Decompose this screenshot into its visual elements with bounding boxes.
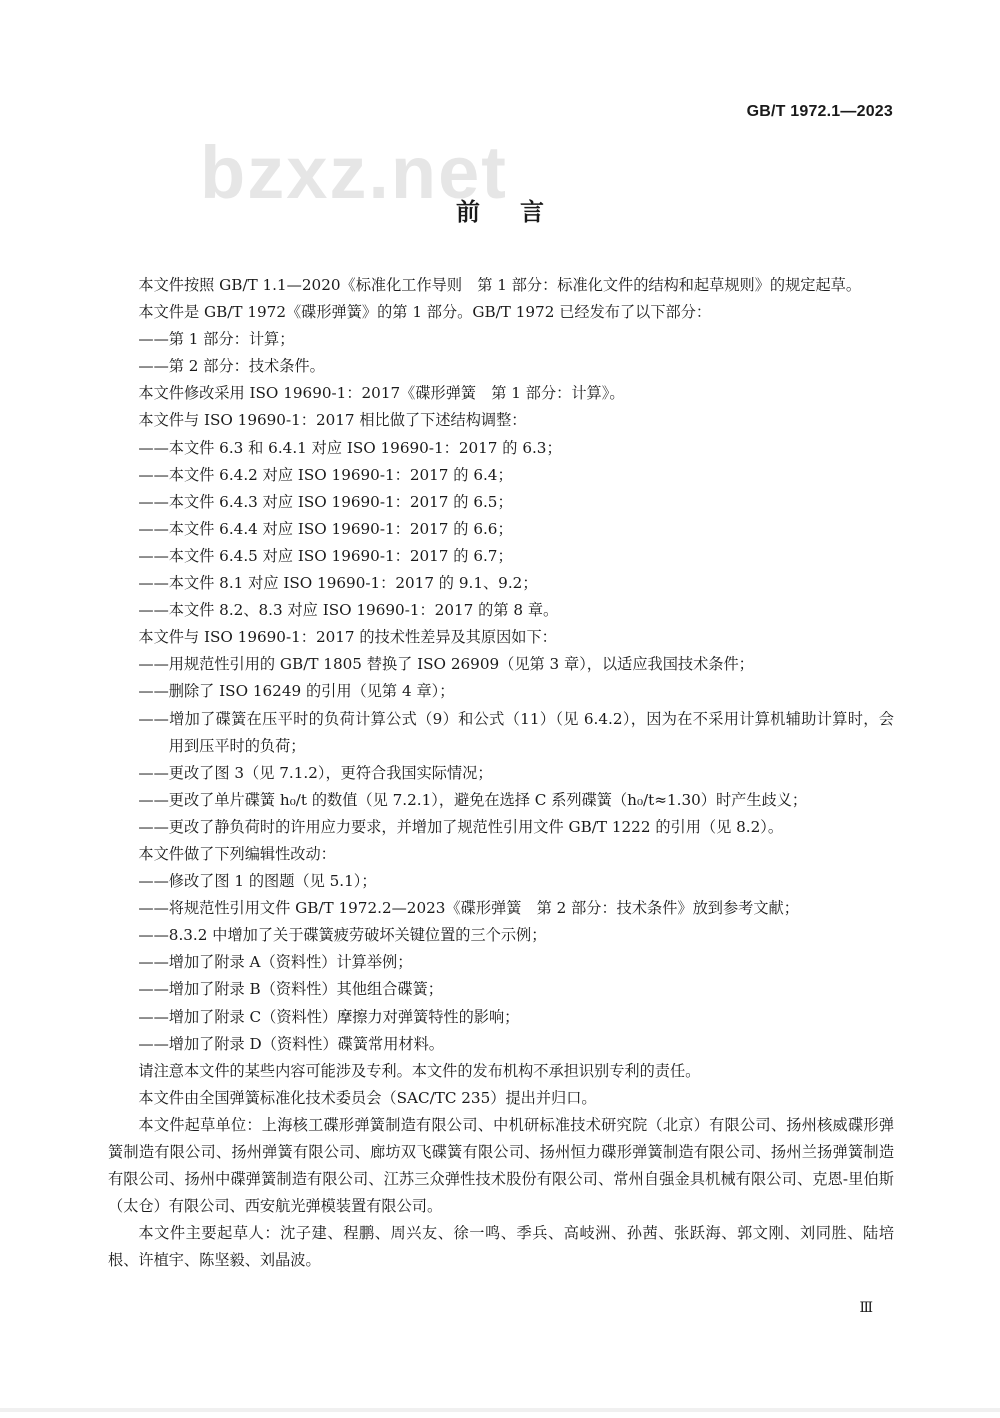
page-number: Ⅲ <box>859 1300 873 1316</box>
list-item: ——将规范性引用文件 GB/T 1972.2—2023《碟形弹簧 第 2 部分：技术条件》放到参考文献； <box>138 899 799 918</box>
watermark: bzxz.net <box>200 131 508 214</box>
paragraph: 本文件由全国弹簧标准化技术委员会（SAC/TC 235）提出并归口。 <box>138 1088 597 1107</box>
list-item: ——增加了附录 A（资料性）计算举例； <box>138 953 413 972</box>
paragraph: 本文件主要起草人：沈子建、程鹏、周兴友、徐一鸣、季兵、高岐洲、孙茜、张跃海、郭文刚、刘同胜、陆培根、许植宇、陈坚毅、刘晶波。 <box>108 1224 894 1270</box>
list-item: ——本文件 6.3 和 6.4.1 对应 ISO 19690-1：2017 的 6.3； <box>138 438 562 457</box>
list-item: ——更改了单片碟簧 h₀/t 的数值（见 7.2.1），避免在选择 C 系列碟簧（h₀/t≈1.30）时产生歧义； <box>138 790 808 809</box>
list-item: ——增加了附录 D（资料性）碟簧常用材料。 <box>138 1034 444 1053</box>
paragraph: 本文件做了下列编辑性改动： <box>138 844 336 863</box>
list-item: ——本文件 6.4.3 对应 ISO 19690-1：2017 的 6.5； <box>138 492 513 511</box>
list-item: ——用规范性引用的 GB/T 1805 替换了 ISO 26909（见第 3 章），以适应我国技术条件； <box>138 655 754 674</box>
list-item: ——增加了附录 B（资料性）其他组合碟簧； <box>138 980 443 999</box>
paragraph: 本文件是 GB/T 1972《碟形弹簧》的第 1 部分。GB/T 1972 已经发布了以下部分： <box>138 303 712 322</box>
list-item: ——修改了图 1 的图题（见 5.1）； <box>138 872 377 891</box>
list-item: ——更改了静负荷时的许用应力要求，并增加了规范性引用文件 GB/T 1222 的引用（见 8.2）。 <box>138 817 784 836</box>
list-item: ——第 1 部分：计算； <box>138 330 295 349</box>
list-item: ——本文件 6.4.4 对应 ISO 19690-1：2017 的 6.6； <box>138 519 513 538</box>
paragraph: 本文件起草单位：上海核工碟形弹簧制造有限公司、中机研标准技术研究院（北京）有限公司、扬州核威碟形弹簧制造有限公司、扬州弹簧有限公司、廊坊双飞碟簧有限公司、扬州恒力碟形弹簧制造有限公司、扬州兰扬弹簧制造有限公司、扬州中碟弹簧制造有限公司、江苏三众弹性技术股份有限公司、常州自强金具机械有限公司、克恩-里伯斯（太仓）有限公司、西安航光弹模装置有限公司。 <box>108 1115 894 1216</box>
list-item: ——本文件 6.4.2 对应 ISO 19690-1：2017 的 6.4； <box>138 465 513 484</box>
list-item: ——删除了 ISO 16249 的引用（见第 4 章）； <box>138 682 455 701</box>
list-item: ——本文件 8.1 对应 ISO 19690-1：2017 的 9.1、9.2； <box>138 574 538 593</box>
list-item: ——8.3.2 中增加了关于碟簧疲劳破坏关键位置的三个示例； <box>138 926 547 945</box>
page-title: 前言 <box>456 197 584 226</box>
paragraph: 本文件与 ISO 19690-1：2017 的技术性差异及其原因如下： <box>138 628 557 647</box>
list-item: ——本文件 8.2、8.3 对应 ISO 19690-1：2017 的第 8 章。 <box>138 601 559 620</box>
paragraph: 本文件按照 GB/T 1.1—2020《标准化工作导则 第 1 部分：标准化文件的结构和起草规则》的规定起草。 <box>138 276 862 294</box>
paragraph: 本文件与 ISO 19690-1：2017 相比做了下述结构调整： <box>138 411 527 430</box>
document-body <box>108 272 894 1274</box>
list-item: ——增加了附录 C（资料性）摩擦力对弹簧特性的影响； <box>138 1007 520 1026</box>
list-item: ——更改了图 3（见 7.1.2），更符合我国实际情况； <box>138 763 493 782</box>
paragraph: 本文件修改采用 ISO 19690-1：2017《碟形弹簧 第 1 部分：计算》。 <box>138 384 625 403</box>
standard-number: GB/T 1972.1—2023 <box>746 103 893 120</box>
list-item: ——本文件 6.4.5 对应 ISO 19690-1：2017 的 6.7； <box>138 546 513 565</box>
bottom-divider <box>0 1408 1000 1412</box>
paragraph: 请注意本文件的某些内容可能涉及专利。本文件的发布机构不承担识别专利的责任。 <box>138 1061 701 1080</box>
list-item: ——增加了碟簧在压平时的负荷计算公式（9）和公式（11）（见 6.4.2），因为在不采用计算机辅助计算时，会用到压平时的负荷； <box>138 709 894 755</box>
list-item: ——第 2 部分：技术条件。 <box>138 357 325 376</box>
